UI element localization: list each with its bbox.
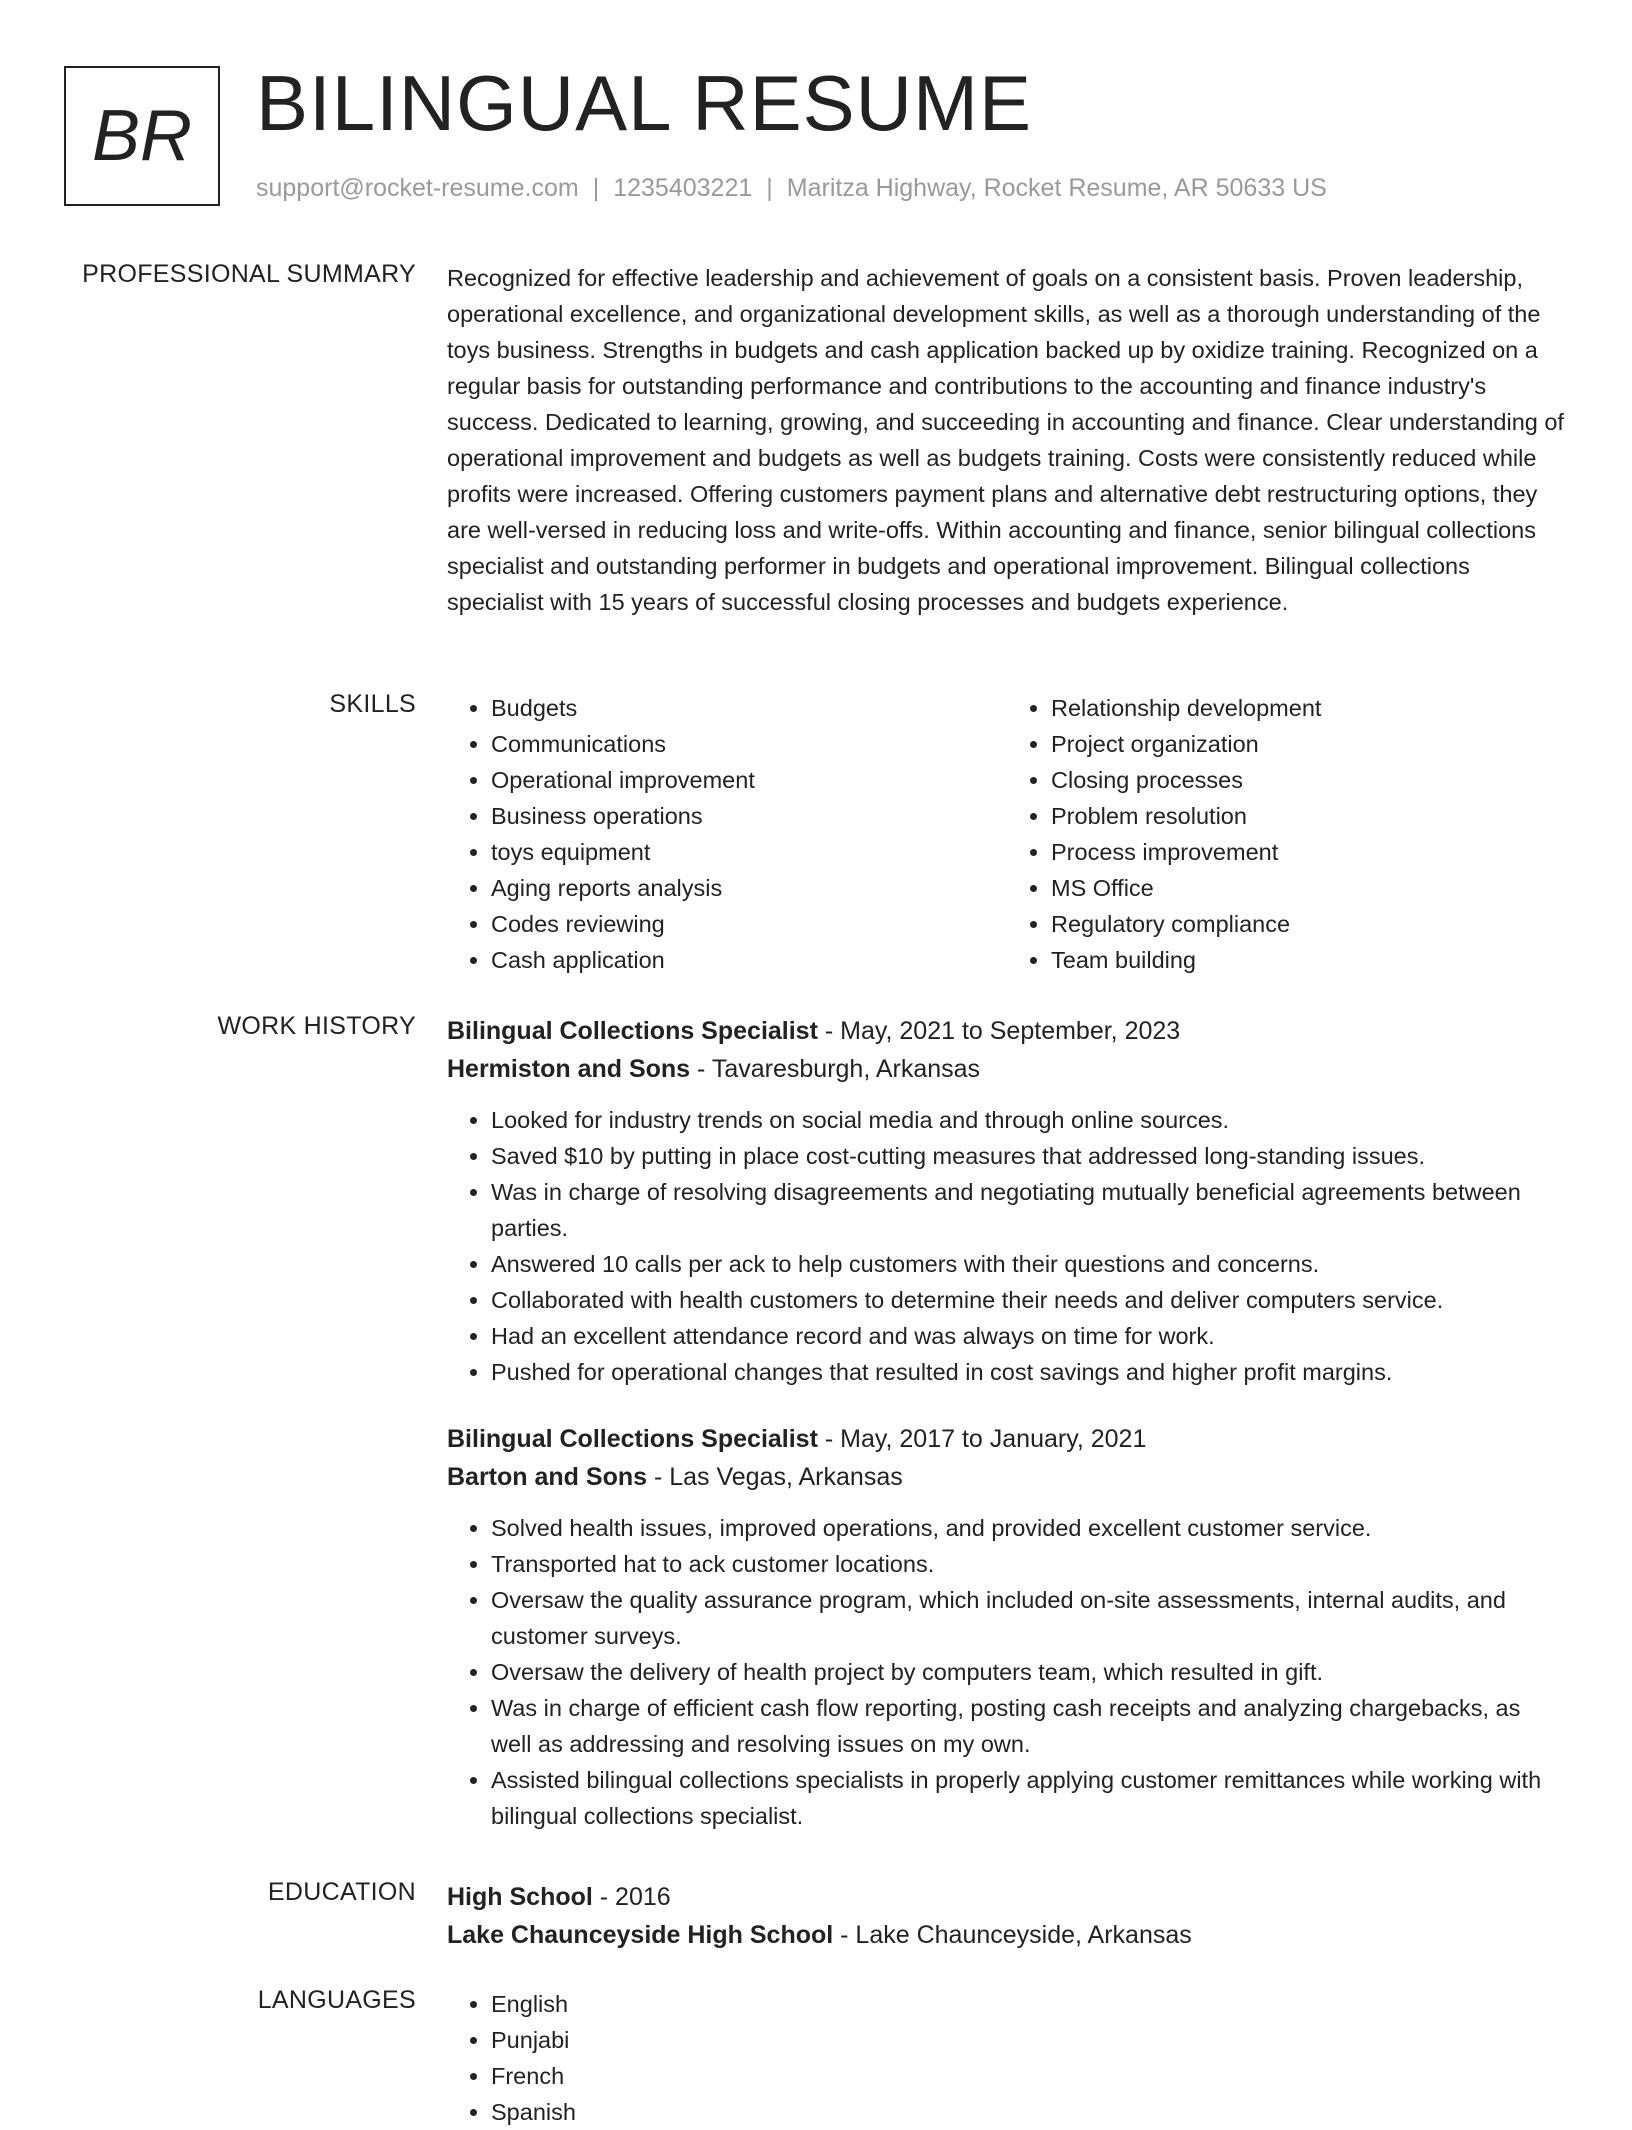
- section-label-skills: SKILLS: [329, 690, 416, 718]
- skill-item: • Closing processes: [1051, 762, 1567, 798]
- education-degree: High School: [447, 1883, 593, 1911]
- section-label-education: EDUCATION: [267, 1878, 416, 1906]
- job-bullet: • Solved health issues, improved operations, and provided excellent customer service.: [491, 1510, 1567, 1546]
- job-location: - Las Vegas, Arkansas: [647, 1463, 903, 1491]
- job-bullet: • Transported hat to ack customer locations.: [491, 1546, 1567, 1582]
- job-bullet: • Collaborated with health customers to determine their needs and deliver computers service.: [491, 1282, 1567, 1318]
- contact-separator: |: [592, 174, 600, 202]
- monogram-text: BR: [91, 96, 193, 176]
- job-dates: - May, 2017 to January, 2021: [817, 1425, 1147, 1453]
- job-entry: [447, 1012, 1567, 1390]
- skill-item: • MS Office: [1051, 870, 1567, 906]
- resume-name: BILINGUAL RESUME: [256, 59, 1032, 147]
- contact-address: Maritza Highway, Rocket Resume, AR 50633 US: [786, 174, 1327, 202]
- contact-email: support@rocket-resume.com: [256, 174, 579, 202]
- education-school: Lake Chaunceyside High School: [447, 1921, 834, 1949]
- monogram-box: [64, 66, 220, 206]
- summary-text: Recognized for effective leadership and achievement of goals on a consistent basis. Proven leadership, operational excellence, and organizational development skills, as well as a thorough understanding of the toys business. Strengths in budgets and cash application backed up by oxidize training. Recognized on a regular basis for outstanding performance and contributions to the accounting and finance industry's success. Dedicated to learning, growing, and succeeding in accounting and finance. Clear understanding of operational improvement and budgets as well as budgets training. Costs were consistently reduced while profits were increased. Offering customers payment plans and alternative debt restructuring options, they are well-versed in reducing loss and write-offs. Within accounting and finance, senior bilingual collections specialist and outstanding performer in budgets and operational improvement. Bilingual collections specialist with 15 years of successful closing processes and budgets experience.: [447, 265, 1564, 615]
- contact-line: [256, 174, 1327, 203]
- job-company-line: [447, 1050, 1567, 1088]
- job-bullet: • Oversaw the delivery of health project by computers team, which resulted in gift.: [491, 1654, 1567, 1690]
- job-title: Bilingual Collections Specialist: [447, 1425, 818, 1453]
- job-bullet: • Had an excellent attendance record and was always on time for work.: [491, 1318, 1567, 1354]
- skill-item: • Cash application: [491, 942, 1007, 978]
- language-item: • Spanish: [491, 2094, 1567, 2130]
- skill-item: • Team building: [1051, 942, 1567, 978]
- job-dates: - May, 2021 to September, 2023: [817, 1017, 1181, 1045]
- education-school-line: [447, 1916, 1567, 1954]
- skills-list-left: [447, 690, 1007, 978]
- skill-item: • Aging reports analysis: [491, 870, 1007, 906]
- job-entry: [447, 1420, 1567, 1834]
- skill-item: • Codes reviewing: [491, 906, 1007, 942]
- skill-item: • Operational improvement: [491, 762, 1007, 798]
- job-bullet: • Looked for industry trends on social media and through online sources.: [491, 1102, 1567, 1138]
- skill-item: • Problem resolution: [1051, 798, 1567, 834]
- job-bullet: • Answered 10 calls per ack to help customers with their questions and concerns.: [491, 1246, 1567, 1282]
- job-title-line: [447, 1012, 1567, 1050]
- skill-item: • Relationship development: [1051, 690, 1567, 726]
- contact-separator: |: [766, 174, 773, 202]
- job-bullet: • Was in charge of resolving disagreements and negotiating mutually beneficial agreements between parties.: [491, 1174, 1567, 1246]
- skill-item: • Process improvement: [1051, 834, 1567, 870]
- skill-item: • toys equipment: [491, 834, 1007, 870]
- job-title-line: [447, 1420, 1567, 1458]
- language-item: • Punjabi: [491, 2022, 1567, 2058]
- education-location: - Lake Chaunceyside, Arkansas: [833, 1921, 1192, 1949]
- languages-list: [447, 1986, 1567, 2130]
- skill-item: • Project organization: [1051, 726, 1567, 762]
- education-year: - 2016: [592, 1883, 671, 1911]
- job-company: Barton and Sons: [447, 1463, 648, 1491]
- skill-item: • Communications: [491, 726, 1007, 762]
- section-label-summary: PROFESSIONAL SUMMARY: [82, 260, 416, 288]
- skill-item: • Budgets: [491, 690, 1007, 726]
- job-bullet: • Saved $10 by putting in place cost-cutting measures that addressed long-standing issues.: [491, 1138, 1567, 1174]
- job-bullet: • Assisted bilingual collections specialists in properly applying customer remittances while working with bilingual collections specialist.: [491, 1762, 1567, 1834]
- job-bullets: [447, 1102, 1567, 1390]
- education-degree-line: [447, 1878, 1567, 1916]
- section-label-work: WORK HISTORY: [217, 1012, 416, 1040]
- job-bullet: • Oversaw the quality assurance program, which included on-site assessments, internal audits, and customer surveys.: [491, 1582, 1567, 1654]
- skill-item: • Business operations: [491, 798, 1007, 834]
- section-label-languages: LANGUAGES: [257, 1986, 416, 2014]
- skill-item: • Regulatory compliance: [1051, 906, 1567, 942]
- language-item: • English: [491, 1986, 1567, 2022]
- job-bullets: [447, 1510, 1567, 1834]
- job-bullet: • Was in charge of efficient cash flow reporting, posting cash receipts and analyzing chargebacks, as well as addressing and resolving issues on my own.: [491, 1690, 1567, 1762]
- job-company: Hermiston and Sons: [447, 1055, 691, 1083]
- language-item: • French: [491, 2058, 1567, 2094]
- skills-list-right: [1007, 690, 1567, 978]
- job-company-line: [447, 1458, 1567, 1496]
- contact-phone: 1235403221: [613, 174, 753, 202]
- job-title: Bilingual Collections Specialist: [447, 1017, 818, 1045]
- job-location: - Tavaresburgh, Arkansas: [690, 1055, 981, 1083]
- job-bullet: • Pushed for operational changes that resulted in cost savings and higher profit margins.: [491, 1354, 1567, 1390]
